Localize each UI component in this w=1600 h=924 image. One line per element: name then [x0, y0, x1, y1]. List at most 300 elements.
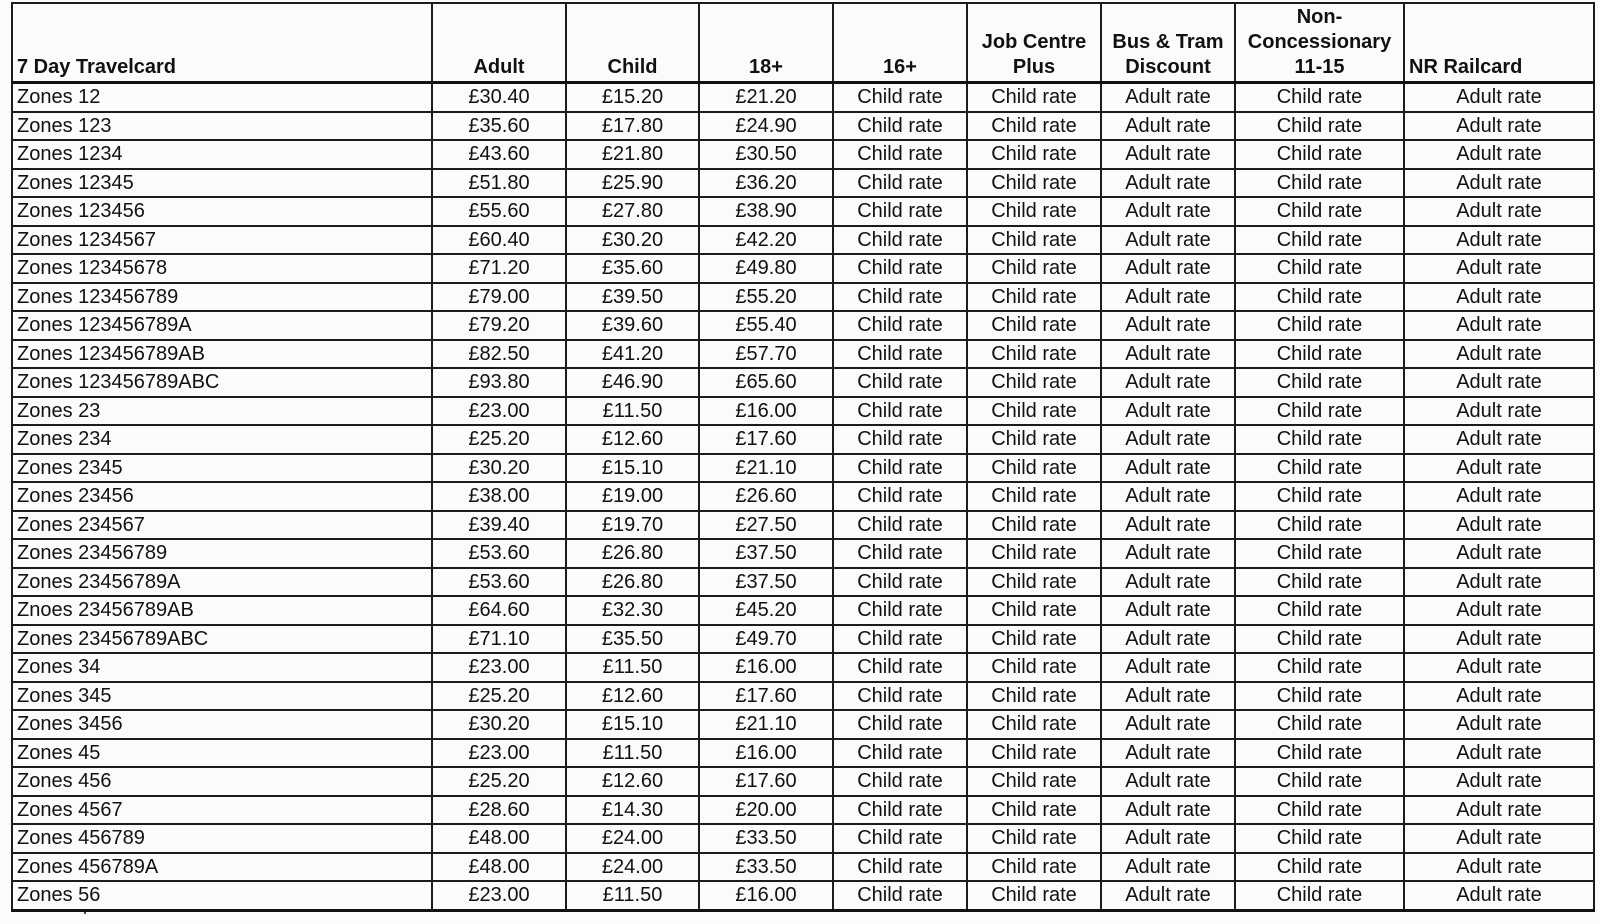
table-row — [12, 796, 1594, 825]
job-centre-rate-cell: Child rate — [967, 853, 1101, 882]
age16-rate-cell: Child rate — [833, 226, 967, 255]
zone-cell: Zones 1234567 — [12, 226, 432, 255]
zone-cell: Zones 4567 — [12, 796, 432, 825]
age16-rate-cell: Child rate — [833, 283, 967, 312]
nr-railcard-rate-cell: Adult rate — [1404, 710, 1594, 739]
bus-tram-rate-cell: Adult rate — [1101, 625, 1235, 654]
zone-cell: Zones 123456789 — [12, 283, 432, 312]
header-job-centre-plus: Job Centre Plus — [967, 3, 1101, 83]
travelcard-fare-table — [11, 2, 1595, 912]
job-centre-rate-cell: Child rate — [967, 425, 1101, 454]
non-concessionary-rate-cell: Child rate — [1235, 511, 1404, 540]
child-fare-cell: £39.60 — [566, 311, 699, 340]
nr-railcard-rate-cell: Adult rate — [1404, 767, 1594, 796]
bus-tram-rate-cell: Adult rate — [1101, 739, 1235, 768]
zone-cell: Zones 23456789A — [12, 568, 432, 597]
job-centre-rate-cell: Child rate — [967, 796, 1101, 825]
age16-rate-cell: Child rate — [833, 368, 967, 397]
bus-tram-rate-cell: Adult rate — [1101, 710, 1235, 739]
age16-rate-cell: Child rate — [833, 340, 967, 369]
table-row — [12, 739, 1594, 768]
adult-fare-cell: £53.60 — [432, 568, 566, 597]
nr-railcard-rate-cell: Adult rate — [1404, 539, 1594, 568]
nr-railcard-rate-cell: Adult rate — [1404, 881, 1594, 910]
table-row — [12, 283, 1594, 312]
adult-fare-cell: £25.20 — [432, 682, 566, 711]
zone-cell: Zones 56 — [12, 881, 432, 910]
header-row — [12, 3, 1594, 83]
child-fare-cell: £30.20 — [566, 226, 699, 255]
non-concessionary-rate-cell: Child rate — [1235, 796, 1404, 825]
age18-fare-cell: £16.00 — [699, 653, 833, 682]
age18-fare-cell: £49.70 — [699, 625, 833, 654]
zone-cell: Zones 23456789ABC — [12, 625, 432, 654]
adult-fare-cell: £93.80 — [432, 368, 566, 397]
table-row — [12, 625, 1594, 654]
non-concessionary-rate-cell: Child rate — [1235, 568, 1404, 597]
zone-cell: Zones 23456789 — [12, 539, 432, 568]
non-concessionary-rate-cell: Child rate — [1235, 824, 1404, 853]
age18-fare-cell: £16.00 — [699, 881, 833, 910]
age16-rate-cell: Child rate — [833, 311, 967, 340]
table-row — [12, 881, 1594, 910]
child-fare-cell: £35.50 — [566, 625, 699, 654]
header-16-plus: 16+ — [833, 3, 967, 83]
zone-cell: Zones 123456 — [12, 197, 432, 226]
child-fare-cell: £17.80 — [566, 112, 699, 141]
age16-rate-cell: Child rate — [833, 568, 967, 597]
zone-cell: Zones 123456789ABC — [12, 368, 432, 397]
adult-fare-cell: £60.40 — [432, 226, 566, 255]
age18-fare-cell: £65.60 — [699, 368, 833, 397]
child-fare-cell: £25.90 — [566, 169, 699, 198]
scan-speck — [84, 912, 86, 914]
adult-fare-cell: £30.20 — [432, 710, 566, 739]
child-fare-cell: £11.50 — [566, 739, 699, 768]
age16-rate-cell: Child rate — [833, 425, 967, 454]
adult-fare-cell: £25.20 — [432, 767, 566, 796]
age16-rate-cell: Child rate — [833, 682, 967, 711]
non-concessionary-rate-cell: Child rate — [1235, 482, 1404, 511]
bus-tram-rate-cell: Adult rate — [1101, 653, 1235, 682]
table-row — [12, 653, 1594, 682]
bus-tram-rate-cell: Adult rate — [1101, 368, 1235, 397]
bus-tram-rate-cell: Adult rate — [1101, 824, 1235, 853]
table-row — [12, 425, 1594, 454]
child-fare-cell: £46.90 — [566, 368, 699, 397]
non-concessionary-rate-cell: Child rate — [1235, 710, 1404, 739]
zone-cell: Zones 12345 — [12, 169, 432, 198]
zone-cell: Zones 456 — [12, 767, 432, 796]
bus-tram-rate-cell: Adult rate — [1101, 511, 1235, 540]
table-row — [12, 254, 1594, 283]
job-centre-rate-cell: Child rate — [967, 653, 1101, 682]
zone-cell: Zones 2345 — [12, 454, 432, 483]
child-fare-cell: £21.80 — [566, 140, 699, 169]
job-centre-rate-cell: Child rate — [967, 824, 1101, 853]
child-fare-cell: £35.60 — [566, 254, 699, 283]
non-concessionary-rate-cell: Child rate — [1235, 767, 1404, 796]
job-centre-rate-cell: Child rate — [967, 83, 1101, 112]
adult-fare-cell: £28.60 — [432, 796, 566, 825]
adult-fare-cell: £35.60 — [432, 112, 566, 141]
job-centre-rate-cell: Child rate — [967, 169, 1101, 198]
nr-railcard-rate-cell: Adult rate — [1404, 397, 1594, 426]
nr-railcard-rate-cell: Adult rate — [1404, 311, 1594, 340]
zone-cell: Zones 123 — [12, 112, 432, 141]
adult-fare-cell: £39.40 — [432, 511, 566, 540]
zone-cell: Zones 234567 — [12, 511, 432, 540]
age18-fare-cell: £26.60 — [699, 482, 833, 511]
age16-rate-cell: Child rate — [833, 853, 967, 882]
nr-railcard-rate-cell: Adult rate — [1404, 511, 1594, 540]
age16-rate-cell: Child rate — [833, 169, 967, 198]
age16-rate-cell: Child rate — [833, 625, 967, 654]
age18-fare-cell: £55.40 — [699, 311, 833, 340]
age16-rate-cell: Child rate — [833, 254, 967, 283]
nr-railcard-rate-cell: Adult rate — [1404, 824, 1594, 853]
child-fare-cell: £26.80 — [566, 539, 699, 568]
non-concessionary-rate-cell: Child rate — [1235, 169, 1404, 198]
adult-fare-cell: £51.80 — [432, 169, 566, 198]
child-fare-cell: £24.00 — [566, 853, 699, 882]
adult-fare-cell: £23.00 — [432, 739, 566, 768]
child-fare-cell: £27.80 — [566, 197, 699, 226]
non-concessionary-rate-cell: Child rate — [1235, 853, 1404, 882]
job-centre-rate-cell: Child rate — [967, 739, 1101, 768]
zone-cell: Zones 3456 — [12, 710, 432, 739]
age18-fare-cell: £37.50 — [699, 568, 833, 597]
non-concessionary-rate-cell: Child rate — [1235, 283, 1404, 312]
non-concessionary-rate-cell: Child rate — [1235, 197, 1404, 226]
age18-fare-cell: £38.90 — [699, 197, 833, 226]
nr-railcard-rate-cell: Adult rate — [1404, 425, 1594, 454]
job-centre-rate-cell: Child rate — [967, 397, 1101, 426]
age16-rate-cell: Child rate — [833, 454, 967, 483]
non-concessionary-rate-cell: Child rate — [1235, 368, 1404, 397]
table-row — [12, 767, 1594, 796]
adult-fare-cell: £30.40 — [432, 83, 566, 112]
child-fare-cell: £12.60 — [566, 425, 699, 454]
job-centre-rate-cell: Child rate — [967, 568, 1101, 597]
table-row — [12, 368, 1594, 397]
job-centre-rate-cell: Child rate — [967, 283, 1101, 312]
age16-rate-cell: Child rate — [833, 197, 967, 226]
job-centre-rate-cell: Child rate — [967, 710, 1101, 739]
table-row — [12, 568, 1594, 597]
adult-fare-cell: £55.60 — [432, 197, 566, 226]
table-row — [12, 340, 1594, 369]
table-row — [12, 710, 1594, 739]
child-fare-cell: £12.60 — [566, 682, 699, 711]
non-concessionary-rate-cell: Child rate — [1235, 83, 1404, 112]
nr-railcard-rate-cell: Adult rate — [1404, 140, 1594, 169]
bus-tram-rate-cell: Adult rate — [1101, 169, 1235, 198]
child-fare-cell: £11.50 — [566, 881, 699, 910]
header-nr-railcard: NR Railcard — [1404, 3, 1594, 83]
job-centre-rate-cell: Child rate — [967, 197, 1101, 226]
adult-fare-cell: £25.20 — [432, 425, 566, 454]
age18-fare-cell: £42.20 — [699, 226, 833, 255]
job-centre-rate-cell: Child rate — [967, 112, 1101, 141]
child-fare-cell: £39.50 — [566, 283, 699, 312]
bus-tram-rate-cell: Adult rate — [1101, 197, 1235, 226]
bus-tram-rate-cell: Adult rate — [1101, 682, 1235, 711]
adult-fare-cell: £48.00 — [432, 824, 566, 853]
job-centre-rate-cell: Child rate — [967, 311, 1101, 340]
nr-railcard-rate-cell: Adult rate — [1404, 739, 1594, 768]
bus-tram-rate-cell: Adult rate — [1101, 283, 1235, 312]
adult-fare-cell: £23.00 — [432, 653, 566, 682]
nr-railcard-rate-cell: Adult rate — [1404, 596, 1594, 625]
child-fare-cell: £15.20 — [566, 83, 699, 112]
adult-fare-cell: £82.50 — [432, 340, 566, 369]
job-centre-rate-cell: Child rate — [967, 539, 1101, 568]
header-travelcard: 7 Day Travelcard — [12, 3, 432, 83]
job-centre-rate-cell: Child rate — [967, 881, 1101, 910]
age16-rate-cell: Child rate — [833, 796, 967, 825]
age18-fare-cell: £37.50 — [699, 539, 833, 568]
age16-rate-cell: Child rate — [833, 539, 967, 568]
bus-tram-rate-cell: Adult rate — [1101, 425, 1235, 454]
bus-tram-rate-cell: Adult rate — [1101, 482, 1235, 511]
nr-railcard-rate-cell: Adult rate — [1404, 568, 1594, 597]
age16-rate-cell: Child rate — [833, 824, 967, 853]
zone-cell: Zones 23456 — [12, 482, 432, 511]
nr-railcard-rate-cell: Adult rate — [1404, 368, 1594, 397]
bus-tram-rate-cell: Adult rate — [1101, 311, 1235, 340]
zone-cell: Zones 45 — [12, 739, 432, 768]
table-row — [12, 83, 1594, 112]
non-concessionary-rate-cell: Child rate — [1235, 140, 1404, 169]
header-adult: Adult — [432, 3, 566, 83]
age16-rate-cell: Child rate — [833, 653, 967, 682]
age18-fare-cell: £24.90 — [699, 112, 833, 141]
table-row — [12, 853, 1594, 882]
age16-rate-cell: Child rate — [833, 482, 967, 511]
nr-railcard-rate-cell: Adult rate — [1404, 169, 1594, 198]
bus-tram-rate-cell: Adult rate — [1101, 254, 1235, 283]
table-row — [12, 596, 1594, 625]
table-row — [12, 112, 1594, 141]
nr-railcard-rate-cell: Adult rate — [1404, 796, 1594, 825]
table-row — [12, 824, 1594, 853]
bus-tram-rate-cell: Adult rate — [1101, 112, 1235, 141]
child-fare-cell: £15.10 — [566, 710, 699, 739]
child-fare-cell: £24.00 — [566, 824, 699, 853]
age16-rate-cell: Child rate — [833, 112, 967, 141]
job-centre-rate-cell: Child rate — [967, 254, 1101, 283]
job-centre-rate-cell: Child rate — [967, 226, 1101, 255]
age18-fare-cell: £21.10 — [699, 454, 833, 483]
age16-rate-cell: Child rate — [833, 767, 967, 796]
age16-rate-cell: Child rate — [833, 140, 967, 169]
child-fare-cell: £11.50 — [566, 397, 699, 426]
bus-tram-rate-cell: Adult rate — [1101, 568, 1235, 597]
child-fare-cell: £26.80 — [566, 568, 699, 597]
job-centre-rate-cell: Child rate — [967, 511, 1101, 540]
non-concessionary-rate-cell: Child rate — [1235, 311, 1404, 340]
table-row — [12, 397, 1594, 426]
nr-railcard-rate-cell: Adult rate — [1404, 83, 1594, 112]
nr-railcard-rate-cell: Adult rate — [1404, 853, 1594, 882]
zone-cell: Zones 456789 — [12, 824, 432, 853]
zone-cell: Znoes 23456789AB — [12, 596, 432, 625]
job-centre-rate-cell: Child rate — [967, 340, 1101, 369]
age16-rate-cell: Child rate — [833, 83, 967, 112]
bus-tram-rate-cell: Adult rate — [1101, 83, 1235, 112]
age18-fare-cell: £16.00 — [699, 397, 833, 426]
age18-fare-cell: £17.60 — [699, 425, 833, 454]
bus-tram-rate-cell: Adult rate — [1101, 340, 1235, 369]
zone-cell: Zones 345 — [12, 682, 432, 711]
non-concessionary-rate-cell: Child rate — [1235, 112, 1404, 141]
zone-cell: Zones 123456789A — [12, 311, 432, 340]
bus-tram-rate-cell: Adult rate — [1101, 796, 1235, 825]
zone-cell: Zones 12345678 — [12, 254, 432, 283]
age18-fare-cell: £17.60 — [699, 767, 833, 796]
age16-rate-cell: Child rate — [833, 511, 967, 540]
job-centre-rate-cell: Child rate — [967, 767, 1101, 796]
job-centre-rate-cell: Child rate — [967, 682, 1101, 711]
bus-tram-rate-cell: Adult rate — [1101, 767, 1235, 796]
nr-railcard-rate-cell: Adult rate — [1404, 226, 1594, 255]
adult-fare-cell: £71.10 — [432, 625, 566, 654]
table-row — [12, 454, 1594, 483]
adult-fare-cell: £71.20 — [432, 254, 566, 283]
age18-fare-cell: £21.20 — [699, 83, 833, 112]
nr-railcard-rate-cell: Adult rate — [1404, 454, 1594, 483]
age18-fare-cell: £49.80 — [699, 254, 833, 283]
non-concessionary-rate-cell: Child rate — [1235, 625, 1404, 654]
age18-fare-cell: £36.20 — [699, 169, 833, 198]
age18-fare-cell: £20.00 — [699, 796, 833, 825]
job-centre-rate-cell: Child rate — [967, 368, 1101, 397]
age16-rate-cell: Child rate — [833, 881, 967, 910]
child-fare-cell: £19.00 — [566, 482, 699, 511]
job-centre-rate-cell: Child rate — [967, 140, 1101, 169]
bus-tram-rate-cell: Adult rate — [1101, 596, 1235, 625]
job-centre-rate-cell: Child rate — [967, 482, 1101, 511]
job-centre-rate-cell: Child rate — [967, 596, 1101, 625]
child-fare-cell: £11.50 — [566, 653, 699, 682]
zone-cell: Zones 12 — [12, 83, 432, 112]
non-concessionary-rate-cell: Child rate — [1235, 739, 1404, 768]
adult-fare-cell: £79.20 — [432, 311, 566, 340]
child-fare-cell: £32.30 — [566, 596, 699, 625]
header-non-concessionary: Non-Concessionary 11-15 — [1235, 3, 1404, 83]
adult-fare-cell: £23.00 — [432, 881, 566, 910]
nr-railcard-rate-cell: Adult rate — [1404, 482, 1594, 511]
table-row — [12, 140, 1594, 169]
non-concessionary-rate-cell: Child rate — [1235, 454, 1404, 483]
nr-railcard-rate-cell: Adult rate — [1404, 625, 1594, 654]
age18-fare-cell: £33.50 — [699, 824, 833, 853]
non-concessionary-rate-cell: Child rate — [1235, 653, 1404, 682]
table-row — [12, 682, 1594, 711]
adult-fare-cell: £23.00 — [432, 397, 566, 426]
child-fare-cell: £41.20 — [566, 340, 699, 369]
adult-fare-cell: £64.60 — [432, 596, 566, 625]
non-concessionary-rate-cell: Child rate — [1235, 397, 1404, 426]
age18-fare-cell: £33.50 — [699, 853, 833, 882]
table-header — [12, 3, 1594, 83]
adult-fare-cell: £79.00 — [432, 283, 566, 312]
header-18-plus: 18+ — [699, 3, 833, 83]
bus-tram-rate-cell: Adult rate — [1101, 853, 1235, 882]
nr-railcard-rate-cell: Adult rate — [1404, 254, 1594, 283]
zone-cell: Zones 123456789AB — [12, 340, 432, 369]
nr-railcard-rate-cell: Adult rate — [1404, 682, 1594, 711]
zone-cell: Zones 23 — [12, 397, 432, 426]
job-centre-rate-cell: Child rate — [967, 625, 1101, 654]
child-fare-cell: £12.60 — [566, 767, 699, 796]
table-row — [12, 197, 1594, 226]
non-concessionary-rate-cell: Child rate — [1235, 881, 1404, 910]
age18-fare-cell: £27.50 — [699, 511, 833, 540]
nr-railcard-rate-cell: Adult rate — [1404, 653, 1594, 682]
bus-tram-rate-cell: Adult rate — [1101, 140, 1235, 169]
age18-fare-cell: £17.60 — [699, 682, 833, 711]
adult-fare-cell: £38.00 — [432, 482, 566, 511]
non-concessionary-rate-cell: Child rate — [1235, 539, 1404, 568]
bus-tram-rate-cell: Adult rate — [1101, 454, 1235, 483]
zone-cell: Zones 456789A — [12, 853, 432, 882]
non-concessionary-rate-cell: Child rate — [1235, 226, 1404, 255]
non-concessionary-rate-cell: Child rate — [1235, 340, 1404, 369]
adult-fare-cell: £48.00 — [432, 853, 566, 882]
non-concessionary-rate-cell: Child rate — [1235, 682, 1404, 711]
age18-fare-cell: £21.10 — [699, 710, 833, 739]
non-concessionary-rate-cell: Child rate — [1235, 425, 1404, 454]
bus-tram-rate-cell: Adult rate — [1101, 881, 1235, 910]
header-bus-tram-discount: Bus & Tram Discount — [1101, 3, 1235, 83]
bus-tram-rate-cell: Adult rate — [1101, 226, 1235, 255]
age16-rate-cell: Child rate — [833, 397, 967, 426]
table-row — [12, 226, 1594, 255]
age18-fare-cell: £45.20 — [699, 596, 833, 625]
child-fare-cell: £19.70 — [566, 511, 699, 540]
age18-fare-cell: £57.70 — [699, 340, 833, 369]
child-fare-cell: £14.30 — [566, 796, 699, 825]
nr-railcard-rate-cell: Adult rate — [1404, 112, 1594, 141]
table-row — [12, 482, 1594, 511]
adult-fare-cell: £53.60 — [432, 539, 566, 568]
age16-rate-cell: Child rate — [833, 596, 967, 625]
child-fare-cell: £15.10 — [566, 454, 699, 483]
age18-fare-cell: £30.50 — [699, 140, 833, 169]
age16-rate-cell: Child rate — [833, 739, 967, 768]
nr-railcard-rate-cell: Adult rate — [1404, 283, 1594, 312]
non-concessionary-rate-cell: Child rate — [1235, 596, 1404, 625]
table-row — [12, 511, 1594, 540]
header-child: Child — [566, 3, 699, 83]
bus-tram-rate-cell: Adult rate — [1101, 539, 1235, 568]
bus-tram-rate-cell: Adult rate — [1101, 397, 1235, 426]
table-row — [12, 311, 1594, 340]
adult-fare-cell: £43.60 — [432, 140, 566, 169]
table-body — [12, 83, 1594, 911]
zone-cell: Zones 1234 — [12, 140, 432, 169]
table-row — [12, 539, 1594, 568]
non-concessionary-rate-cell: Child rate — [1235, 254, 1404, 283]
age18-fare-cell: £55.20 — [699, 283, 833, 312]
nr-railcard-rate-cell: Adult rate — [1404, 340, 1594, 369]
zone-cell: Zones 234 — [12, 425, 432, 454]
table-row — [12, 169, 1594, 198]
age18-fare-cell: £16.00 — [699, 739, 833, 768]
nr-railcard-rate-cell: Adult rate — [1404, 197, 1594, 226]
